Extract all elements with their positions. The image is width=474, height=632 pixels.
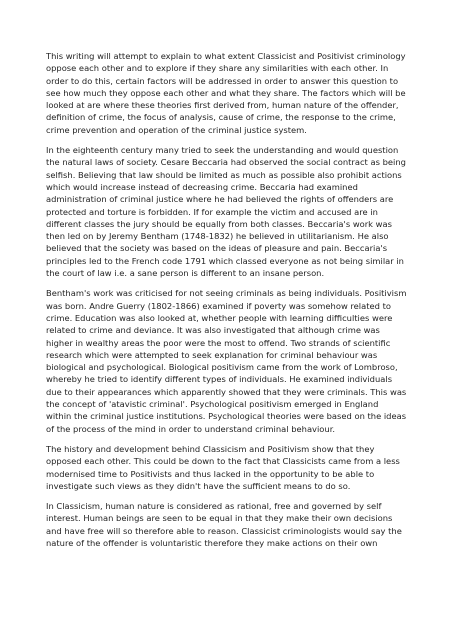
text-line: which would increase instead of decreasing crime. Beccaria had examined (46, 181, 358, 192)
text-line: due to their appearances which apparently showed that they were criminals. This was (46, 386, 407, 397)
text-line: higher in wealthy areas the poor were the most to offend. Two strands of scientific (46, 337, 391, 348)
text-line: research which were attempted to seek explanation for criminal behaviour was (46, 349, 378, 360)
text-line: the natural laws of society. Cesare Beccaria had observed the social contract as being (46, 157, 406, 168)
text-line: definition of crime, the focus of analysis, cause of crime, the response to the crime, (46, 112, 396, 123)
text-line: the concept of 'atavistic criminal'. Psychological positivism emerged in England (46, 399, 379, 410)
text-line: looked at are where these theories first derived from, human nature of the offender, (46, 100, 399, 111)
text-line: In the eighteenth century many tried to seek the understanding and would question (46, 145, 399, 156)
text-line: selfish. Believing that law should be limited as much as possible also prohibit actions (46, 169, 402, 180)
text-line: crime prevention and operation of the criminal justice system. (46, 124, 307, 135)
paragraph-human-nature (46, 500, 428, 549)
paragraph-comparison (46, 443, 428, 492)
text-line: biological and psychological. Biological positivism came from the work of Lombroso, (46, 362, 398, 373)
text-line: administration of criminal justice where he had believed the rights of offenders are (46, 194, 394, 205)
text-line: believed that the society was based on the ideas of pleasure and pain. Beccaria's (46, 243, 388, 254)
text-line: and have free will so therefore able to reason. Classicist criminologists would say the (46, 525, 402, 536)
text-line: then led on by Jeremy Bentham (1748-1832) he believed in utilitarianism. He also (46, 231, 389, 242)
text-line: was born. Andre Guerry (1802-1866) examined if poverty was somehow related to (46, 300, 391, 311)
text-line: opposed each other. This could be down to the fact that Classicists came from a less (46, 456, 400, 467)
text-line: protected and torture is forbidden. If for example the victim and accused are in (46, 206, 378, 217)
text-line: of the process of the mind in order to understand criminal behaviour. (46, 423, 336, 434)
text-line: oppose each other and to explore if they share any similarities with each other. In (46, 63, 389, 74)
paragraph-classicism-history (46, 144, 428, 279)
paragraph-intro (46, 50, 428, 136)
text-line: different classes the jury should be equally from both classes. Beccaria's work was (46, 218, 392, 229)
text-line: The history and development behind Classicism and Positivism show that they (46, 443, 375, 454)
text-line: within the criminal justice institutions. Psychological theories were based on the ideas (46, 411, 407, 422)
text-line: interest. Human beings are seen to be equal in that they make their own decisions (46, 513, 393, 524)
text-line: In Classicism, human nature is considered as rational, free and governed by self (46, 501, 382, 512)
text-line: whereby he tried to identify different types of individuals. He examined individuals (46, 374, 393, 385)
text-line: related to crime and deviance. It was also investigated that although crime was (46, 325, 380, 336)
text-line: see how much they oppose each other and what they share. The factors which will be (46, 87, 406, 98)
text-line: modernised time to Positivists and thus lacked in the opportunity to be able to (46, 468, 375, 479)
text-line: order to do this, certain factors will be addressed in order to answer this question to (46, 75, 399, 86)
text-line: investigate such views as they didn't have the sufficient means to do so. (46, 480, 351, 491)
paragraph-positivism-history (46, 287, 428, 435)
text-line: crime. Education was also looked at, whether people with learning difficulties were (46, 312, 393, 323)
text-line: Bentham's work was criticised for not seeing criminals as being individuals. Positivism (46, 288, 407, 299)
text-line: This writing will attempt to explain to what extent Classicist and Positivist criminology (46, 51, 406, 61)
text-line: principles led to the French code 1791 which classed everyone as not being similar in (46, 255, 404, 266)
text-line: nature of the offender is voluntaristic therefore they make actions on their own (46, 537, 378, 548)
text-line: the court of law i.e. a sane person is different to an insane person. (46, 268, 325, 279)
